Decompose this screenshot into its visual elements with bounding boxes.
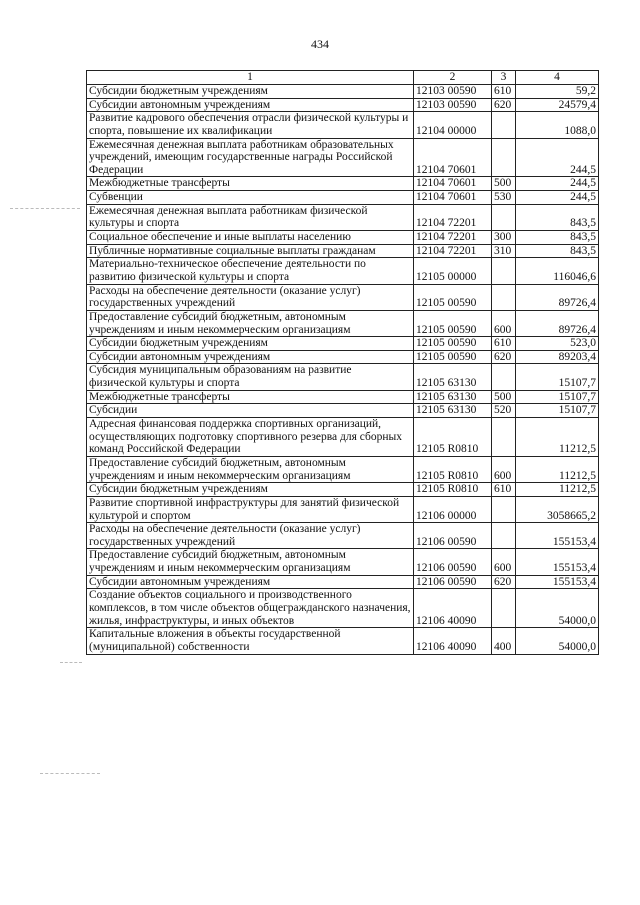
column-header: 3 (492, 71, 516, 85)
table-row (87, 523, 599, 549)
row-code-cell: 12106 40090 (414, 628, 492, 654)
row-type-cell: 530 (492, 191, 516, 205)
row-name-cell: Расходы на обеспечение деятельности (оказание услуг) государственных учреждений (87, 284, 414, 310)
page-number: 434 (311, 37, 329, 51)
row-type-cell: 600 (492, 310, 516, 336)
row-type-cell (492, 364, 516, 390)
scan-artifact (10, 208, 80, 210)
row-amount-cell: 244,5 (516, 191, 599, 205)
row-type-cell: 620 (492, 575, 516, 589)
row-code-cell: 12104 70601 (414, 191, 492, 205)
row-amount-cell: 116046,6 (516, 258, 599, 284)
row-name-cell: Субвенции (87, 191, 414, 205)
row-name-cell: Расходы на обеспечение деятельности (оказание услуг) государственных учреждений (87, 523, 414, 549)
row-amount-cell: 89726,4 (516, 284, 599, 310)
row-code-cell: 12104 72201 (414, 244, 492, 258)
table-row (87, 85, 599, 99)
row-amount-cell: 523,0 (516, 337, 599, 351)
row-type-cell (492, 523, 516, 549)
row-name-cell: Предоставление субсидий бюджетным, автономным учреждениям и иным некоммерческим организациям (87, 310, 414, 336)
row-name-cell: Социальное обеспечение и иные выплаты населению (87, 231, 414, 245)
row-amount-cell: 11212,5 (516, 483, 599, 497)
row-type-cell: 300 (492, 231, 516, 245)
row-name-cell: Субсидии бюджетным учреждениям (87, 483, 414, 497)
table-row (87, 177, 599, 191)
scan-artifact (60, 662, 82, 664)
table-row (87, 231, 599, 245)
row-amount-cell: 244,5 (516, 138, 599, 177)
column-header: 2 (414, 71, 492, 85)
row-code-cell: 12103 00590 (414, 85, 492, 99)
row-name-cell: Межбюджетные трансферты (87, 390, 414, 404)
row-type-cell: 610 (492, 85, 516, 99)
row-amount-cell: 24579,4 (516, 98, 599, 112)
table-row (87, 496, 599, 522)
table-row (87, 549, 599, 575)
row-name-cell: Субсидии автономным учреждениям (87, 98, 414, 112)
row-amount-cell: 843,5 (516, 244, 599, 258)
row-code-cell: 12106 00590 (414, 549, 492, 575)
row-amount-cell: 59,2 (516, 85, 599, 99)
row-amount-cell: 54000,0 (516, 589, 599, 628)
row-code-cell: 12106 40090 (414, 589, 492, 628)
row-type-cell: 400 (492, 628, 516, 654)
table-row (87, 364, 599, 390)
row-amount-cell: 1088,0 (516, 112, 599, 138)
row-type-cell (492, 204, 516, 230)
row-name-cell: Субсидии бюджетным учреждениям (87, 337, 414, 351)
row-type-cell (492, 589, 516, 628)
row-name-cell: Ежемесячная денежная выплата работникам физической культуры и спорта (87, 204, 414, 230)
row-type-cell: 620 (492, 350, 516, 364)
table-row (87, 112, 599, 138)
row-type-cell: 610 (492, 337, 516, 351)
row-name-cell: Предоставление субсидий бюджетным, автономным учреждениям и иным некоммерческим организациям (87, 456, 414, 482)
row-type-cell (492, 418, 516, 457)
row-type-cell: 520 (492, 404, 516, 418)
table-row (87, 337, 599, 351)
row-amount-cell: 15107,7 (516, 404, 599, 418)
row-code-cell: 12105 R0810 (414, 483, 492, 497)
table-header-row (87, 71, 599, 85)
row-name-cell: Субсидии бюджетным учреждениям (87, 85, 414, 99)
table-row (87, 575, 599, 589)
row-type-cell (492, 112, 516, 138)
row-type-cell: 600 (492, 456, 516, 482)
row-amount-cell: 15107,7 (516, 364, 599, 390)
column-header: 1 (87, 71, 414, 85)
row-type-cell: 600 (492, 549, 516, 575)
row-amount-cell: 54000,0 (516, 628, 599, 654)
row-amount-cell: 3058665,2 (516, 496, 599, 522)
row-code-cell: 12105 00590 (414, 284, 492, 310)
row-type-cell: 620 (492, 98, 516, 112)
row-amount-cell: 15107,7 (516, 390, 599, 404)
row-type-cell: 310 (492, 244, 516, 258)
row-code-cell: 12105 63130 (414, 404, 492, 418)
table-row (87, 138, 599, 177)
table-row (87, 483, 599, 497)
row-amount-cell: 11212,5 (516, 456, 599, 482)
row-code-cell: 12104 72201 (414, 204, 492, 230)
table-row (87, 258, 599, 284)
row-type-cell: 500 (492, 390, 516, 404)
table-row (87, 456, 599, 482)
row-code-cell: 12105 R0810 (414, 456, 492, 482)
row-name-cell: Межбюджетные трансферты (87, 177, 414, 191)
row-name-cell: Субсидия муниципальным образованиям на развитие физической культуры и спорта (87, 364, 414, 390)
row-name-cell: Развитие кадрового обеспечения отрасли физической культуры и спорта, повышение их квалификации (87, 112, 414, 138)
table-row (87, 418, 599, 457)
table-row (87, 244, 599, 258)
row-code-cell: 12106 00590 (414, 575, 492, 589)
table-row (87, 350, 599, 364)
row-name-cell: Субсидии (87, 404, 414, 418)
scan-artifact (40, 773, 100, 775)
row-amount-cell: 89726,4 (516, 310, 599, 336)
row-code-cell: 12105 63130 (414, 390, 492, 404)
table-body (87, 85, 599, 655)
row-amount-cell: 244,5 (516, 177, 599, 191)
row-name-cell: Публичные нормативные социальные выплаты гражданам (87, 244, 414, 258)
table-row (87, 191, 599, 205)
column-header: 4 (516, 71, 599, 85)
table-row (87, 310, 599, 336)
row-name-cell: Развитие спортивной инфраструктуры для занятий физической культурой и спортом (87, 496, 414, 522)
row-code-cell: 12105 00000 (414, 258, 492, 284)
row-type-cell (492, 284, 516, 310)
row-name-cell: Предоставление субсидий бюджетным, автономным учреждениям и иным некоммерческим организациям (87, 549, 414, 575)
row-name-cell: Ежемесячная денежная выплата работникам образовательных учреждений, имеющим государственные награды Российской Федерации (87, 138, 414, 177)
row-code-cell: 12105 R0810 (414, 418, 492, 457)
row-code-cell: 12106 00000 (414, 496, 492, 522)
table-row (87, 628, 599, 654)
row-type-cell (492, 496, 516, 522)
row-code-cell: 12103 00590 (414, 98, 492, 112)
row-code-cell: 12105 63130 (414, 364, 492, 390)
row-code-cell: 12104 72201 (414, 231, 492, 245)
row-amount-cell: 155153,4 (516, 549, 599, 575)
row-type-cell (492, 258, 516, 284)
row-code-cell: 12104 70601 (414, 177, 492, 191)
row-amount-cell: 843,5 (516, 231, 599, 245)
table-row (87, 404, 599, 418)
table-row (87, 284, 599, 310)
row-type-cell: 500 (492, 177, 516, 191)
row-code-cell: 12105 00590 (414, 337, 492, 351)
row-amount-cell: 155153,4 (516, 523, 599, 549)
budget-table (86, 70, 599, 655)
row-type-cell (492, 138, 516, 177)
row-amount-cell: 11212,5 (516, 418, 599, 457)
row-code-cell: 12105 00590 (414, 310, 492, 336)
row-amount-cell: 155153,4 (516, 575, 599, 589)
row-name-cell: Адресная финансовая поддержка спортивных организаций, осуществляющих подготовку спортивного резерва для сборных команд Российской Федерации (87, 418, 414, 457)
row-amount-cell: 89203,4 (516, 350, 599, 364)
row-amount-cell: 843,5 (516, 204, 599, 230)
row-name-cell: Субсидии автономным учреждениям (87, 350, 414, 364)
table-row (87, 204, 599, 230)
row-type-cell: 610 (492, 483, 516, 497)
row-code-cell: 12104 00000 (414, 112, 492, 138)
row-name-cell: Создание объектов социального и производственного комплексов, в том числе объектов общегражданского назначения, жилья, инфраструктуры, и иных объектов (87, 589, 414, 628)
row-name-cell: Капитальные вложения в объекты государственной (муниципальной) собственности (87, 628, 414, 654)
row-code-cell: 12104 70601 (414, 138, 492, 177)
table-row (87, 589, 599, 628)
row-name-cell: Субсидии автономным учреждениям (87, 575, 414, 589)
table-row (87, 390, 599, 404)
row-code-cell: 12105 00590 (414, 350, 492, 364)
row-name-cell: Материально-техническое обеспечение деятельности по развитию физической культуры и спорта (87, 258, 414, 284)
table-row (87, 98, 599, 112)
row-code-cell: 12106 00590 (414, 523, 492, 549)
